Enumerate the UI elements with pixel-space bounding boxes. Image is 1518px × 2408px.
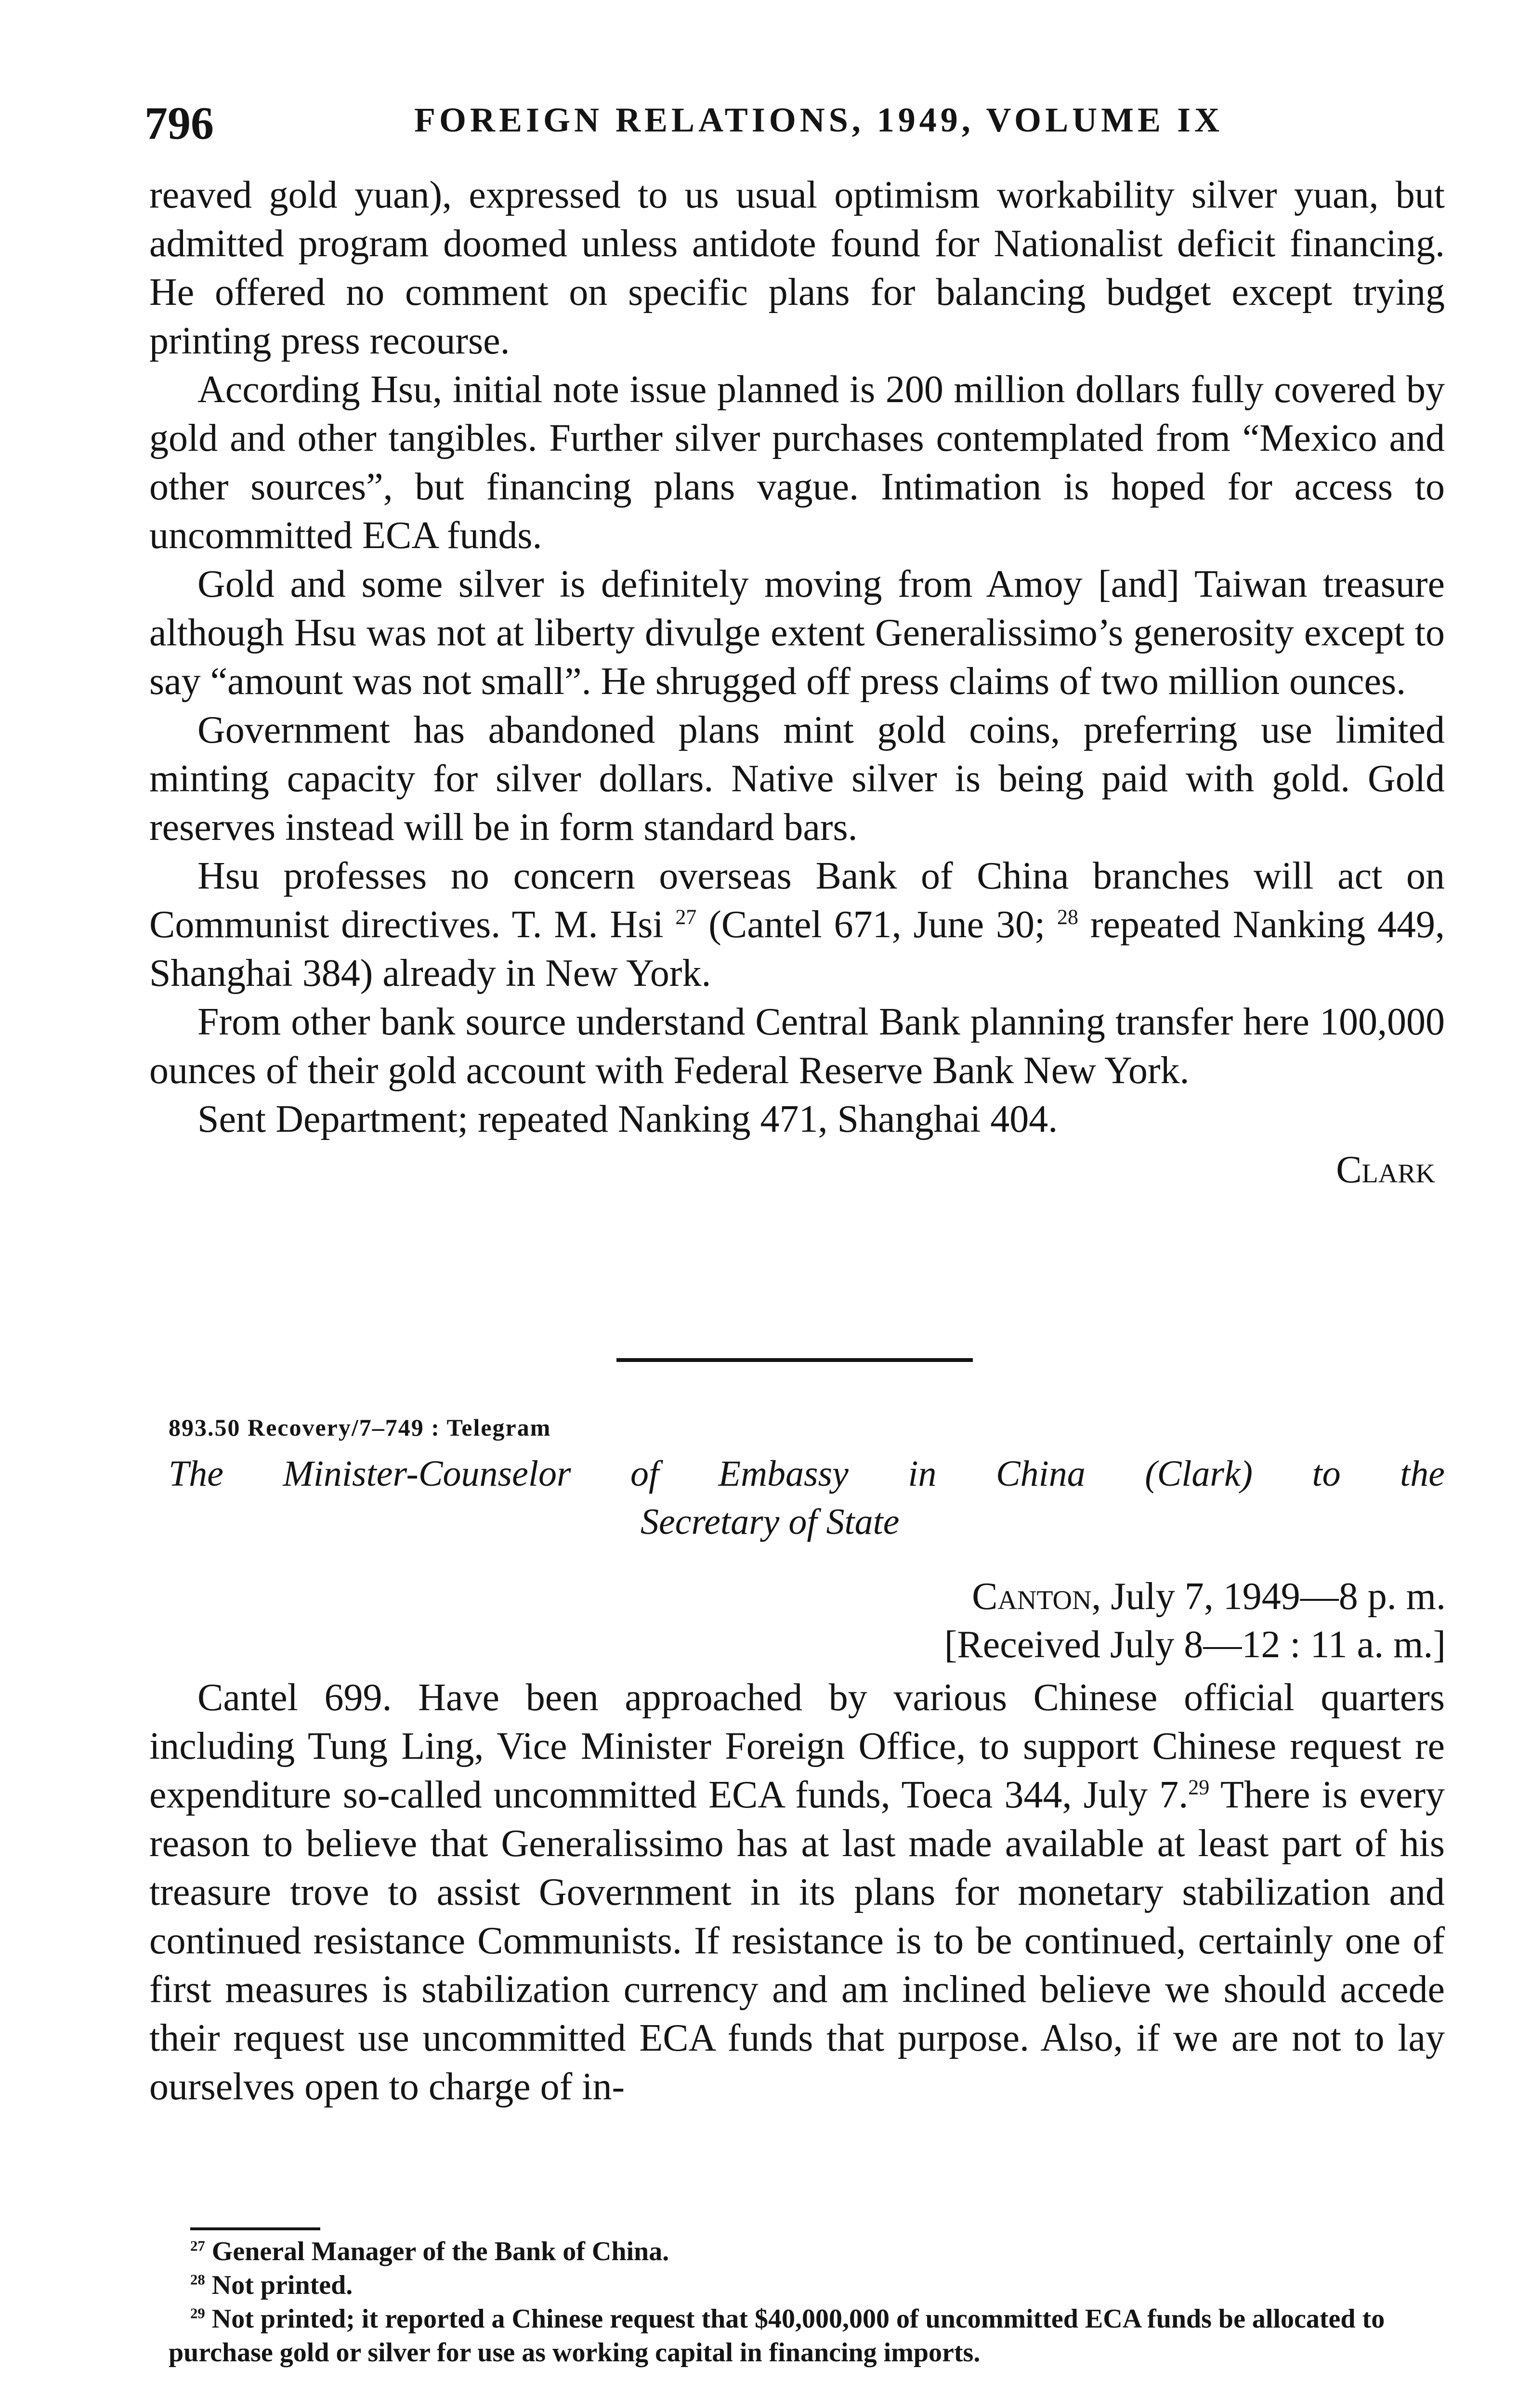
paragraph: reaved gold yuan), expressed to us usual optimism workability silver yuan, but admitted program doomed unless antidote found for Nationalist deficit financing. He offered no comment on specific plans for balancing budget except trying printing press recourse. <box>149 174 1445 362</box>
paragraph <box>149 1674 1445 2111</box>
footnote <box>190 2235 1466 2268</box>
paragraph-text: There is every reason to believe that Generalissimo has at last made available at least part of his treasure trove to assist Government in its plans for monetary stabilization and continued resistance Communists. If resistance is to be continued, certainly one of first measures is stabilization currency and am inclined believe we should accede their request use uncommitted ECA funds that purpose. Also, if we are not to lay ourselves open to charge of in- <box>149 1774 1445 2108</box>
paragraph-text: repeated Nanking 449, Shanghai 384) already in New York. <box>149 903 1445 995</box>
file-reference: 893.50 Recovery/7–749 : Telegram <box>169 1414 551 1441</box>
page-number: 796 <box>144 97 214 149</box>
dateline-place: Canton, <box>972 1575 1101 1618</box>
document-title: The Minister-Counselor of Embassy in China (Clark) to the <box>169 1453 1445 1494</box>
paragraph: According Hsu, initial note issue planned is 200 million dollars fully covered by gold and other tangibles. Further silver purchases contemplated from “Mexico and other sources”, but financing plans vague. Intimation is hoped for access to uncommitted ECA funds. <box>149 368 1445 557</box>
footnote-number: 27 <box>190 2238 205 2254</box>
footnote-divider <box>190 2227 320 2230</box>
footnote-text: Not printed. <box>205 2270 353 2300</box>
document-title-cont: Secretary of State <box>641 1502 900 1542</box>
paragraph <box>149 852 1445 998</box>
footnote-text: Not printed; it reported a Chinese request that $40,000,000 of uncommitted ECA funds be allocated to purchase gold or silver for use as working capital in financing imports. <box>169 2304 1385 2368</box>
dateline-sent <box>944 1572 1446 1621</box>
paragraph-text: Cantel 699. Have been approached by various Chinese official quarters including Tung Ling, Vice Minister Foreign Office, to support Chinese request re expenditure so-called uncommitted ECA funds, Toeca 344, July 7. <box>149 1676 1445 1816</box>
paragraph: From other bank source understand Central Bank planning transfer here 100,000 ounces of their gold account with Federal Reserve Bank New York. <box>149 1001 1445 1092</box>
footnotes <box>169 2235 1466 2369</box>
paragraph: Gold and some silver is definitely moving from Amoy [and] Taiwan treasure although Hsu was not at liberty divulge extent Generalissimo’s generosity except to say “amount was not small”. He shrugged off press claims of two million ounces. <box>149 563 1445 703</box>
second-section <box>149 1674 1445 2111</box>
footnote-number: 28 <box>190 2271 205 2288</box>
footnote-number: 29 <box>190 2305 205 2322</box>
first-section <box>149 171 1445 1194</box>
footnote-ref: 28 <box>1057 905 1079 929</box>
dateline-date: July 7, 1949—8 p. m. <box>1101 1575 1446 1618</box>
footnote <box>190 2268 1466 2302</box>
footnote-ref: 29 <box>1188 1775 1210 1799</box>
footnote <box>169 2302 1466 2369</box>
paragraph: Sent Department; repeated Nanking 471, Shanghai 404. <box>197 1098 1058 1140</box>
paragraph-text: (Cantel 671, June 30; <box>696 903 1046 946</box>
dateline-received: [Received July 8—12 : 11 a. m.] <box>944 1623 1446 1666</box>
dateline <box>944 1572 1446 1669</box>
footnote-text: General Manager of the Bank of China. <box>205 2237 669 2266</box>
paragraph-text: Hsu professes no concern overseas Bank of China branches will act on Communist directives. T. M. Hsi <box>149 855 1445 946</box>
signature: Clark <box>1336 1149 1435 1191</box>
paragraph: Government has abandoned plans mint gold coins, preferring use limited minting capacity for silver dollars. Native silver is being paid with gold. Gold reserves instead will be in form standard bars. <box>149 709 1445 849</box>
page-header <box>144 96 1445 149</box>
running-head: FOREIGN RELATIONS, 1949, VOLUME IX <box>414 101 1224 139</box>
footnote-ref: 27 <box>675 905 697 929</box>
section-divider <box>616 1358 973 1362</box>
